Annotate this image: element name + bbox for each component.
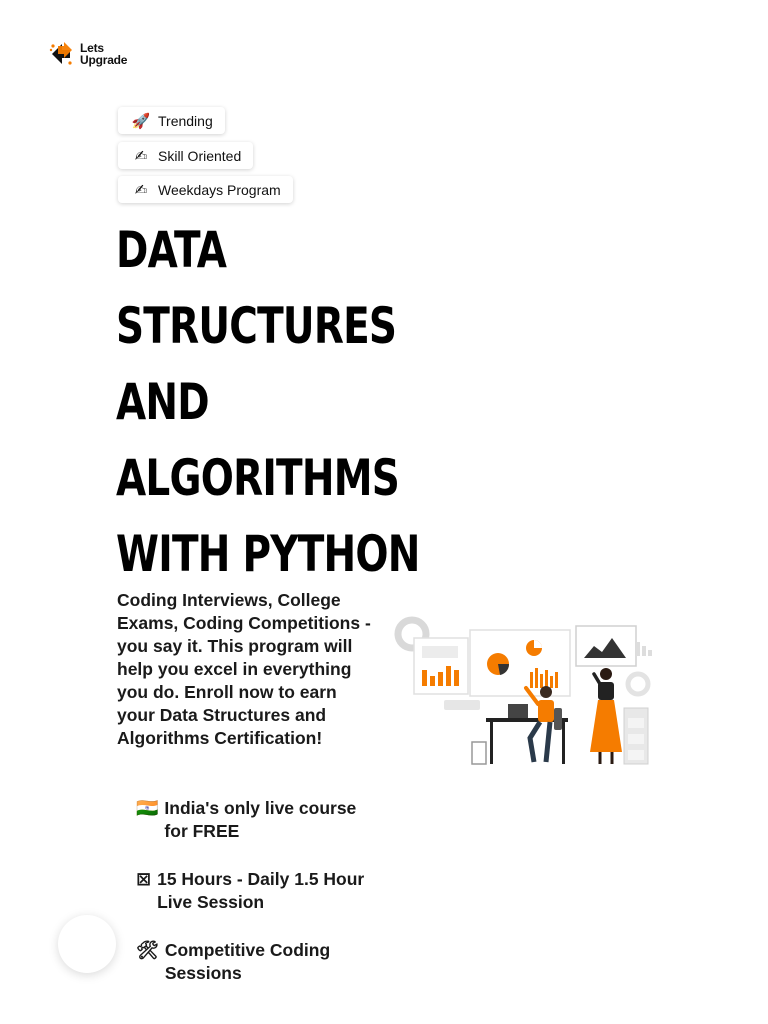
tag-label: Trending: [158, 112, 213, 129]
title-line: ALGORITHMS: [116, 449, 400, 507]
feature-item: [136, 797, 384, 843]
tag-label: Weekdays Program: [158, 181, 281, 198]
writing-hand-icon: ✍: [134, 180, 148, 199]
title-line: AND: [116, 373, 209, 431]
title-line: WITH PYTHON: [116, 525, 420, 583]
page-title: [116, 212, 420, 592]
tag-trending: [118, 107, 225, 134]
feature-item: [136, 939, 385, 985]
tag-label: Skill Oriented: [158, 147, 242, 164]
hourglass-icon: ⊠: [136, 869, 152, 890]
title-line: DATA: [116, 221, 227, 279]
feature-item: [136, 868, 377, 914]
hero-illustration: [390, 612, 660, 772]
rocket-icon: 🚀: [131, 111, 151, 130]
tag-weekdays-program: [118, 176, 293, 203]
analytics-illustration: [390, 612, 660, 772]
logo-icon: [48, 40, 76, 68]
brand-logo[interactable]: [48, 40, 127, 68]
feature-text: 15 Hours - Daily 1.5 Hour Live Session: [157, 869, 365, 912]
feature-text: Competitive Coding Sessions: [164, 940, 331, 983]
course-description: Coding Interviews, College Exams, Coding Competitions - you say it. This program will help you excel in everything you do. Enroll now to earn your Data Structures and Algorithms Certification!: [117, 590, 371, 748]
tools-icon: 🛠: [136, 940, 159, 961]
tag-skill-oriented: [118, 142, 253, 169]
logo-text-line1: Lets: [80, 41, 104, 55]
title-line: STRUCTURES: [116, 297, 397, 355]
writing-hand-icon: ✍: [134, 146, 148, 165]
india-flag-icon: 🇮🇳: [136, 798, 159, 819]
chat-widget-button[interactable]: [58, 915, 116, 973]
logo-text: [80, 42, 127, 66]
logo-text-line2: Upgrade: [80, 53, 128, 67]
feature-text: India's only live course for FREE: [164, 798, 357, 841]
